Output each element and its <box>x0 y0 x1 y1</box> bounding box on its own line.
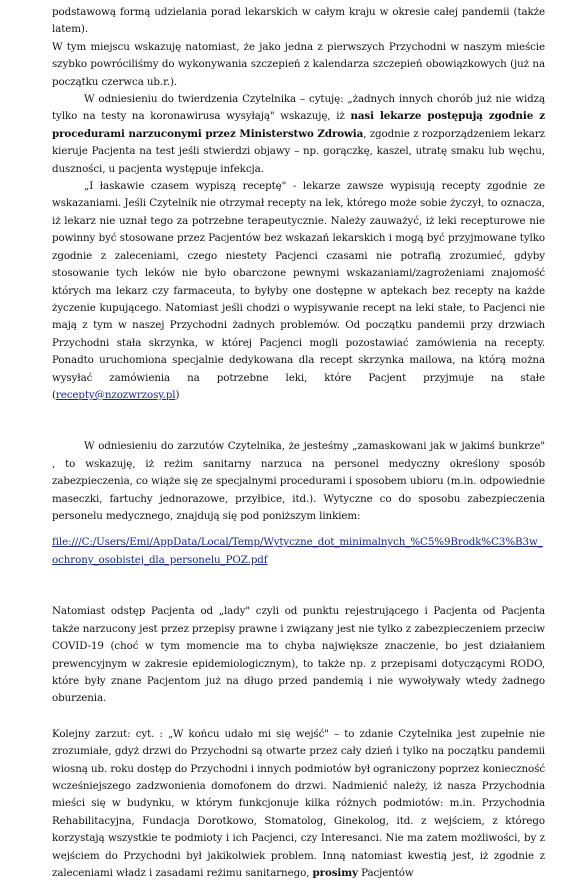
paragraph-6: Natomiast odstęp Pacjenta od „lady" czyli od punktu rejestrującego i Pacjenta od Pacjenta także narzucony jest przez przepisy prawne i związany jest nie tylko z zabezpieczeniem przeciw COVID-19 (choć w tym momencie ma to chyba największe znaczenie, bo jest działaniem prewencyjnym w zakresie epidemiologicznym), to także np. z przepisami dotyczącymi RODO, które były znane Pacjentom już na długo przed pandemią i nie wywoływały wtedy żadnego oburzenia. <box>52 605 545 705</box>
paragraph-2: W tym miejscu wskazuję natomiast, że jako jedna z pierwszych Przychodni w naszym mieście szybko powróciliśmy do wykonywania szczepień z kalendarza szczepień obowiązkowych (już na początku czerwca ub.r.). <box>52 40 545 88</box>
paragraph-1: podstawową formą udzielania porad lekarskich w całym kraju w okresie całej pandemii (także latem). <box>52 6 545 36</box>
paragraph-7-bold: prosimy <box>312 867 358 880</box>
paragraph-7-text-a: Kolejny zarzut: cyt. : „W końcu udało mi się wejść" – to zdanie Czytelnika jest zupełnie nie zrozumiałe, gdyż drzwi do Przychodni są otwarte przez cały dzień i tylko na początku pandemii wiosną ub. roku dostęp do Przychodni i innych podmiotów był ograniczony poprzez konieczność wcześniejszego zadzwonienia domofonem do drzwi. Nadmienić należy, iż nasza Przychodnia mieści się w budynku, w którym funkcjonuje kilka różnych podmiotów: m.in. Przychodnia Rehabilitacyjna, Fundacja Dorotkowo, Stomatolog, Ginekolog, itd. z wejściem, z którego korzystają wszystkie te podmioty i ich Pacjenci, czy Interesanci. Nie ma zatem możliwości, by z wejściem do Przychodni był jakikolwiek problem. Inną natomiast kwestią jest, iż zgodnie z zaleceniami władz i zasadami reżimu sanitarnego, <box>52 727 545 880</box>
file-path-paragraph <box>52 533 545 569</box>
paragraph-7 <box>52 726 545 882</box>
paragraph-4-text-b: ) <box>175 388 180 401</box>
file-link[interactable]: file:///C:/Users/Emi/AppData/Local/Temp/Wytyczne_dot_minimalnych_%C5%9Brodk%C3%B3w_ochrony_osobistej_dla_personelu_POZ.pdf <box>52 536 543 567</box>
paragraph-3 <box>52 91 545 178</box>
paragraph-7-text-b: Pacjentów <box>357 867 414 880</box>
paragraph-3-text-b: , zgodnie z rozporządzeniem lekarz kieruje Pacjenta na test jeśli stwierdzi objawy – np. gorączkę, kaszel, utratę smaku lub węchu, duszności, u pacjenta występuje infekcja. <box>52 127 545 175</box>
email-link[interactable]: recepty@nzozwrzosy.pl <box>55 388 176 401</box>
paragraph-5: W odniesieniu do zarzutów Czytelnika, że jesteśmy „zamaskowani jak w jakimś bunkrze" , to wskazuję, iż reżim sanitarny narzuca na personel medyczny określony sposób zabezpieczenia, co wiąże się ze specjalnymi procedurami i sposobem ubioru (m.in. odpowiednie maseczki, fartuchy jednorazowe, przyłbice, itd.). Wytyczne co do sposobu zabezpieczenia personelu medycznego, znajdują się pod poniższym linkiem: <box>52 440 545 522</box>
paragraph-4 <box>52 178 545 404</box>
paragraph-3-bold: nasi lekarze postępują zgodnie z procedurami narzuconymi przez Ministerstwo Zdrowia <box>52 110 545 140</box>
paragraph-3-text-a: W odniesieniu do twierdzenia Czytelnika – cytuję: „żadnych innych chorób już nie widzą tylko na testy na koronawirusa wysyłają" wskazuję, iż <box>52 93 545 123</box>
paragraph-4-text-a: „I łaskawie czasem wypiszą receptę" - lekarze zawsze wypisują recepty zgodnie ze wskazaniami. Jeśli Czytelnik nie otrzymał recepty na lek, którego może sobie życzył, to oznacza, iż lekarz nie uznał tego za potrzebne terapeutycznie. Należy zauważyć, iż leki recepturowe nie powinny być stosowane przez Pacjentów bez wskazań lekarskich i mogą być przyjmowane tylko zgodnie z zaleceniami, czego niestety Pacjenci czasami nie potrafią zrozumieć, gdyby stosowanie tych leków nie było obarczone pewnymi wskazaniami/zagrożeniami znajomość których ma lekarz czy farmaceuta, to byłyby one dostępne w aptekach bez recepty na każde życzenie kupującego. Natomiast jeśli chodzi o wypisywanie recept na leki stałe, to Pacjenci nie mają z tym w naszej Przychodni żadnych problemów. Od początku pandemii przy drzwiach Przychodni stała skrzynka, w której Pacjenci mogli pozostawiać zamówienia na recepty. Ponadto uruchomiona specjalnie dedykowana dla recept skrzynka mailowa, na którą można wysyłać zamówienia na potrzebne leki, które Pacjent przyjmuje na stałe ( <box>52 180 545 401</box>
